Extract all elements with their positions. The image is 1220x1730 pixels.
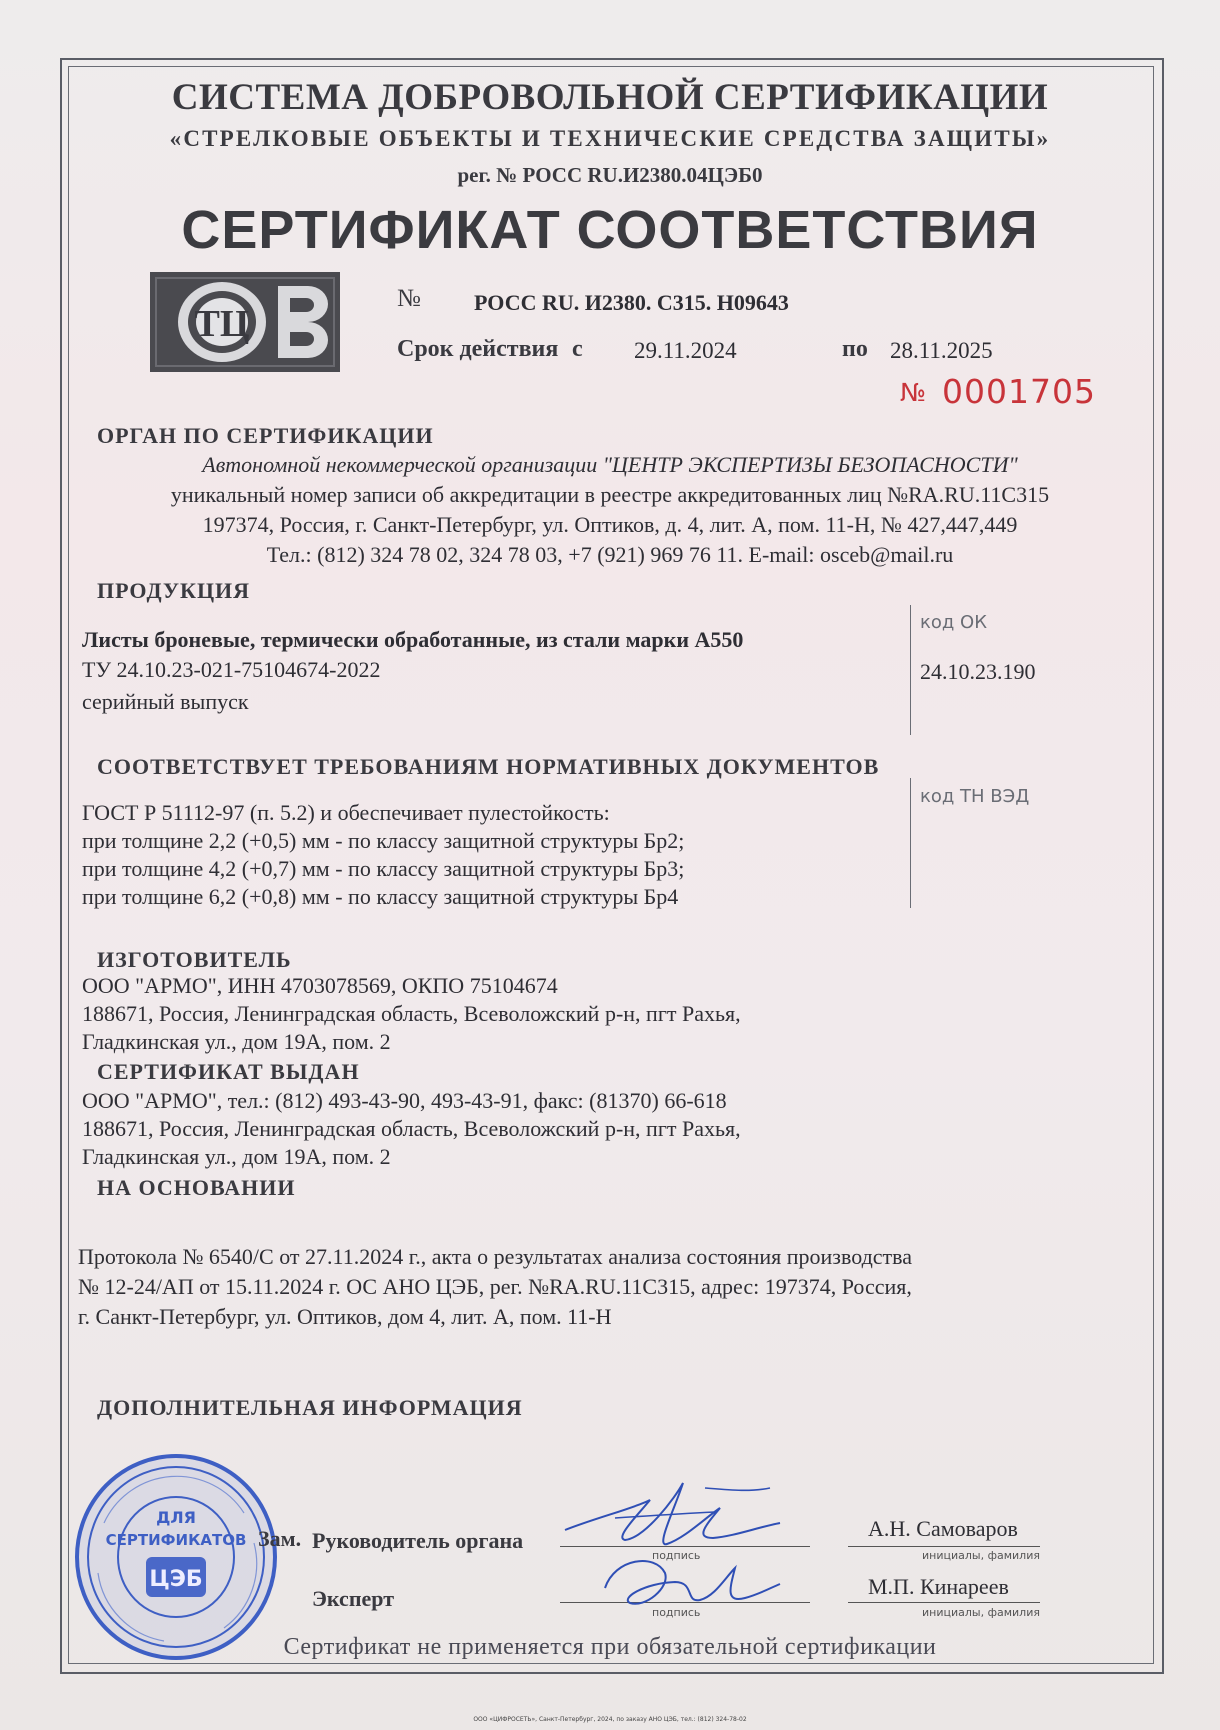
serial-label: № [900,378,927,407]
ok-code-label: код ОК [920,612,987,633]
tnved-code-label: код ТН ВЭД [920,786,1030,807]
head-prefix: Зам. [258,1526,302,1551]
seal-text-top: ДЛЯ [156,1508,196,1527]
certificate-number: РОСС RU. И2380. С315. Н09643 [474,290,789,315]
manufacturer-line: Гладкинская ул., дом 19А, пом. 2 [82,1029,391,1054]
organ-line-4: Тел.: (812) 324 78 02, 324 78 03, +7 (921) 969 76 11. E-mail: osceb@mail.ru [266,542,954,567]
conformity-line: ГОСТ Р 51112-97 (п. 5.2) и обеспечивает пулестойкость: [82,800,610,825]
organ-line-3: 197374, Россия, г. Санкт-Петербург, ул. Оптиков, д. 4, лит. А, пом. 11-Н, № 427,447,449 [202,512,1018,537]
certificate-title: СЕРТИФИКАТ СООТВЕТСТВИЯ [181,200,1039,260]
organ-line-1: Автономной некоммерческой организации "ЦЕНТР ЭКСПЕРТИЗЫ БЕЗОПАСНОСТИ" [202,452,1018,477]
head-name-caption: инициалы, фамилия [922,1549,1040,1562]
organization-seal [74,1453,278,1661]
issued-to-heading: СЕРТИФИКАТ ВЫДАН [97,1059,360,1084]
system-logo [150,270,340,375]
ok-code: 24.10.23.190 [920,659,1036,684]
head-name: А.Н. Самоваров [868,1516,1018,1541]
basis-line: Протокола № 6540/С от 27.11.2024 г., акта о результатах анализа состояния производства [78,1244,913,1269]
svg-text:ТЦ: ТЦ [194,303,250,345]
code-column-divider [910,605,911,735]
conformity-heading: СООТВЕТСТВУЕТ ТРЕБОВАНИЯМ НОРМАТИВНЫХ ДОКУМЕНТОВ [97,754,880,779]
system-name: «СТРЕЛКОВЫЕ ОБЪЕКТЫ И ТЕХНИЧЕСКИЕ СРЕДСТВА ЗАЩИТЫ» [169,126,1051,151]
additional-info-heading: ДОПОЛНИТЕЛЬНАЯ ИНФОРМАЦИЯ [97,1395,523,1420]
head-signature-caption: подпись [652,1549,701,1562]
expert-name-caption: инициалы, фамилия [922,1606,1040,1619]
product-release: серийный выпуск [82,689,249,714]
issued-to-line: ООО "АРМО", тел.: (812) 493-43-90, 493-43-91, факс: (81370) 66-618 [82,1088,727,1113]
organ-line-2: уникальный номер записи об аккредитации в реестре аккредитованных лиц №RA.RU.11С315 [170,482,1050,507]
issued-to-line: 188671, Россия, Ленинградская область, Всеволожский р-н, пгт Рахья, [82,1116,741,1141]
product-heading: ПРОДУКЦИЯ [97,578,251,603]
basis-line: г. Санкт-Петербург, ул. Оптиков, дом 4, лит. А, пом. 11-Н [78,1304,612,1329]
conformity-line: при толщине 6,2 (+0,8) мм - по классу защитной структуры Бр4 [82,884,679,909]
head-name-line [848,1546,1040,1547]
seal-logo-text: ЦЭБ [149,1567,203,1592]
expert-name-line [848,1602,1040,1603]
organ-heading: ОРГАН ПО СЕРТИФИКАЦИИ [97,423,434,448]
expert-signature-caption: подпись [652,1606,701,1619]
basis-line: № 12-24/АП от 15.11.2024 г. ОС АНО ЦЭБ, рег. №RA.RU.11С315, адрес: 197374, Россия, [78,1274,912,1299]
manufacturer-line: ООО "АРМО", ИНН 4703078569, ОКПО 75104674 [82,973,558,998]
seal-text-mid: СЕРТИФИКАТОВ [105,1531,247,1549]
head-signature [555,1478,795,1558]
expert-role: Эксперт [312,1586,395,1611]
system-registration: рег. № РОСС RU.И2380.04ЦЭБ0 [457,163,763,187]
product-spec: ТУ 24.10.23-021-75104674-2022 [82,657,381,682]
valid-from-date: 29.11.2024 [634,338,737,363]
manufacturer-line: 188671, Россия, Ленинградская область, Всеволожский р-н, пгт Рахья, [82,1001,741,1026]
serial-number: 0001705 [942,372,1096,411]
issued-to-line: Гладкинская ул., дом 19А, пом. 2 [82,1144,391,1169]
valid-to-label: по [842,336,868,362]
printer-imprint: ООО «ЦИФРОСЕТЬ», Санкт-Петербург, 2024, по заказу АНО ЦЭБ, тел.: (812) 324-78-02 [473,1716,747,1723]
conformity-line: при толщине 4,2 (+0,7) мм - по классу защитной структуры Бр3; [82,856,685,881]
validity-label: Срок действия [397,336,559,362]
product-name: Листы броневые, термически обработанные, из стали марки А550 [82,627,744,652]
system-title: СИСТЕМА ДОБРОВОЛЬНОЙ СЕРТИФИКАЦИИ [171,77,1049,118]
footer-note: Сертификат не применяется при обязательной сертификации [283,1634,937,1660]
manufacturer-heading: ИЗГОТОВИТЕЛЬ [97,947,292,972]
valid-to-date: 28.11.2025 [890,338,993,363]
valid-from-label: с [572,336,583,362]
expert-name: М.П. Кинареев [868,1574,1009,1599]
head-role: Руководитель органа [312,1528,524,1553]
expert-signature [585,1548,785,1616]
number-label: № [397,285,421,312]
conformity-line: при толщине 2,2 (+0,5) мм - по классу защитной структуры Бр2; [82,828,685,853]
basis-heading: НА ОСНОВАНИИ [97,1175,296,1200]
tnved-column-divider [910,778,911,908]
